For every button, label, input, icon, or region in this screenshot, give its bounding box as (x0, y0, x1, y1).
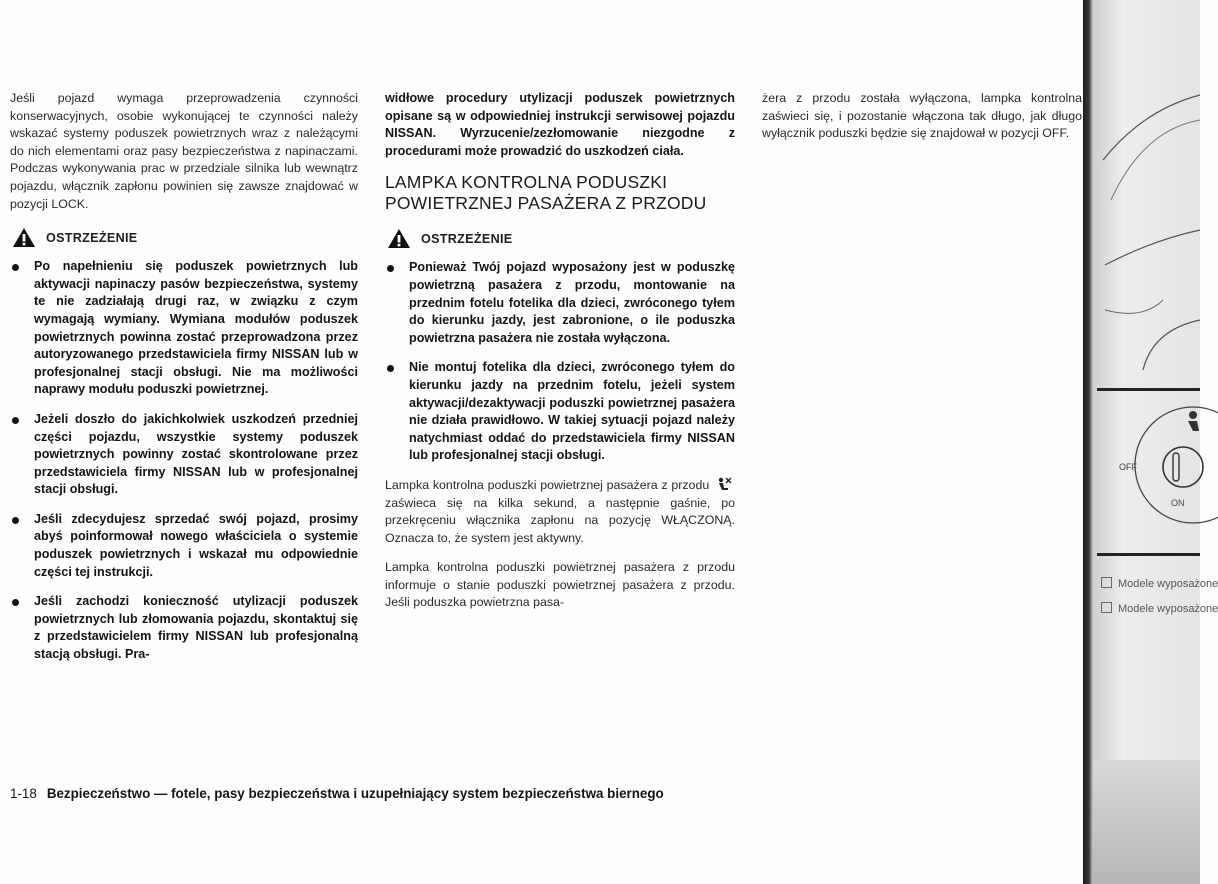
continuation-paragraph: widłowe procedury utylizacji poduszek powietrznych opisane są w odpowiedniej instrukcji serwisowej pojazdu NISSAN. Wyrzucenie/zezłomowanie niezgodne z procedurami może prowadzić do uszkodzeń ciała. (385, 91, 735, 158)
bullet-icon (387, 365, 394, 372)
divider (1097, 553, 1200, 556)
warning-label: OSTRZEŻENIE (421, 231, 513, 246)
passenger-airbag-off-icon (716, 477, 732, 492)
warning-triangle-icon (12, 227, 36, 248)
column-3 (762, 90, 1082, 155)
chapter-title: Bezpieczeństwo — fotele, pasy bezpieczeństwa i uzupełniający system bezpieczeństwa biernego (46, 786, 664, 801)
indicator-paragraph: Lampka kontrolna poduszki powietrznej pasażera z przodu zaświeca się na kilka sekund, a następnie gaśnie, po przekręceniu włącznika zapłonu na pozycję WŁĄCZONĄ. Oznacza to, że system jest aktywny. (385, 477, 735, 545)
warning-heading (12, 227, 358, 248)
list-item: Po napełnieniu się poduszek powietrznych lub aktywacji napinaczy pasów bezpieczeństwa, systemy te nie zadziałają drugi raz, w związku z czym wymagają wymiany. Wymiana modułów poduszek powietrznych powinna zostać przeprowadzona przez autoryzowanego przedstawiciela firmy NISSAN lub w profesjonalnej stacji obsługi. Nie ma możliwości naprawy modułu poduszki powietrznej. (10, 258, 358, 399)
bullet-icon (12, 264, 19, 271)
list-item: Nie montuj fotelika dla dzieci, zwróconego tyłem do kierunku jazdy na przednim fotelu, jeżeli system aktywacji/dezaktywacji poduszki powietrznej pasażera nie działa prawidłowo. W takiej sytuacji pojazd należy natychmiast oddać do przedstawiciela firmy NISSAN lub profesjonalnej stacji obsługi. (385, 359, 735, 465)
warning-list (385, 259, 735, 465)
legend-item: Modele wyposażone (1101, 577, 1218, 590)
airbag-switch-icon (1083, 395, 1200, 545)
divider (1097, 388, 1200, 391)
warning-label: OSTRZEŻENIE (46, 230, 138, 245)
dashboard-outline (1083, 0, 1200, 380)
warning-heading (387, 228, 735, 249)
column-1 (10, 90, 358, 676)
bullet-icon (12, 417, 19, 424)
intro-paragraph: Jeśli pojazd wymaga przeprowadzenia czynności konserwacyjnych, osobie wykonującej te czynności należy wskazać systemy poduszek powietrznych wraz z należącymi do nich elementami oraz pasy bezpieczeństwa z napinaczami. Podczas wykonywania prac w przedziale silnika lub wewnątrz pojazdu, włącznik zapłonu powinien się zawsze znajdować w pozycji LOCK. (10, 91, 358, 211)
on-label: ON (1171, 498, 1185, 508)
list-item: Jeśli zachodzi konieczność utylizacji poduszek powietrznych lub złomowania pojazdu, skontaktuj się z przedstawicielem firmy NISSAN lub profesjonalną stacją obsługi. Pra- (10, 593, 358, 663)
list-item: Jeżeli doszło do jakichkolwiek uszkodzeń przedniej części pojazdu, wszystkie systemy poduszek powietrznych powinny zostać skontrolowane przez przedstawiciela firmy NISSAN lub w profesjonalnej stacji obsługi. (10, 411, 358, 499)
off-label: OFF (1119, 462, 1137, 472)
status-paragraph: Lampka kontrolna poduszki powietrznej pasażera z przodu informuje o stanie poduszki powietrznej pasażera z przodu. Jeśli poduszka powietrzna pasa- (385, 560, 735, 610)
dashboard-illustration (1083, 0, 1218, 884)
model-marker-icon (1101, 602, 1112, 613)
list-item: Ponieważ Twój pojazd wyposażony jest w poduszkę powietrzną pasażera z przodu, montowanie na przednim fotelu fotelika dla dzieci, zwróconego tyłem do kierunku jazdy, jest zabronione, o ile poduszka powietrzna pasażera nie została wyłączona. (385, 259, 735, 347)
continuation-paragraph: żera z przodu została wyłączona, lampka kontrolna zaświeci się, i pozostanie włączona tak długo, jak długo wyłącznik poduszki będzie się znajdował w pozycji OFF. (762, 91, 1082, 141)
legend-item: Modele wyposażone (1101, 602, 1218, 615)
page-footer (10, 786, 664, 801)
page-shadow (1093, 760, 1200, 884)
section-title: LAMPKA KONTROLNA PODUSZKI POWIETRZNEJ PASAŻERA Z PRZODU (385, 172, 707, 214)
bullet-icon (12, 599, 19, 606)
warning-triangle-icon (387, 228, 411, 249)
bullet-icon (387, 265, 394, 272)
bullet-icon (12, 517, 19, 524)
page-number: 1-18 (10, 786, 37, 801)
warning-list (10, 258, 358, 663)
model-marker-icon (1101, 577, 1112, 588)
list-item: Jeśli zdecydujesz sprzedać swój pojazd, prosimy abyś poinformował nowego właściciela o systemie poduszek powietrznych i wskazał mu odpowiednie części tej instrukcji. (10, 511, 358, 581)
column-2 (385, 90, 735, 624)
